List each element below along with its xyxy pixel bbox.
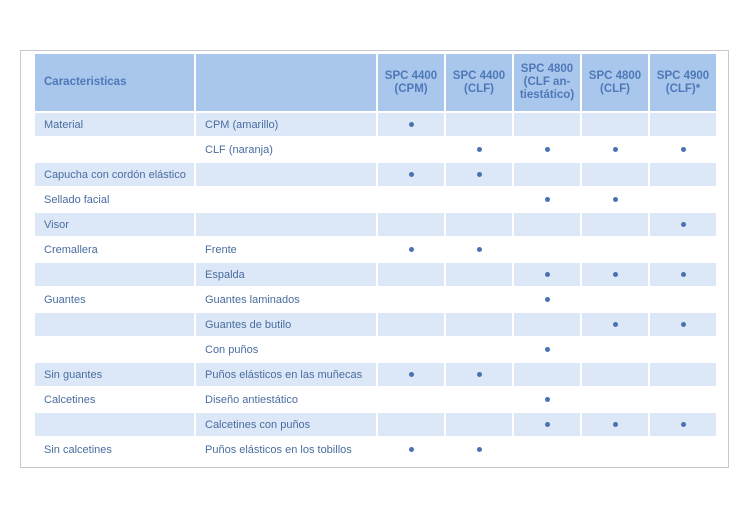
mark-cell [378, 438, 444, 461]
mark-cell [446, 388, 512, 411]
table-row [35, 413, 716, 436]
option-cell [196, 163, 376, 186]
feature-cell: Guantes [35, 288, 194, 311]
mark-cell [582, 113, 648, 136]
bullet-dot-icon [681, 272, 686, 277]
table-row [35, 388, 716, 411]
mark-cell [446, 163, 512, 186]
table-row [35, 113, 716, 136]
feature-cell: Calcetines [35, 388, 194, 411]
bullet-dot-icon [545, 197, 550, 202]
mark-cell [378, 363, 444, 386]
table-row [35, 238, 716, 261]
bullet-dot-icon [545, 297, 550, 302]
mark-cell [514, 163, 580, 186]
mark-cell [582, 188, 648, 211]
mark-cell [446, 413, 512, 436]
table-row [35, 363, 716, 386]
feature-cell: Sellado facial [35, 188, 194, 211]
header-product-4: SPC 4800 (CLF) [582, 54, 648, 111]
option-cell: Guantes de butilo [196, 313, 376, 336]
feature-cell: Cremallera [35, 238, 194, 261]
mark-cell [650, 263, 716, 286]
option-cell: Diseño antiestático [196, 388, 376, 411]
mark-cell [514, 338, 580, 361]
header-product-1: SPC 4400 (CPM) [378, 54, 444, 111]
table-body [35, 113, 716, 461]
option-cell: Con puños [196, 338, 376, 361]
option-cell: Puños elásticos en las muñecas [196, 363, 376, 386]
mark-cell [582, 163, 648, 186]
mark-cell [514, 113, 580, 136]
mark-cell [514, 363, 580, 386]
mark-cell [582, 413, 648, 436]
mark-cell [446, 113, 512, 136]
option-cell [196, 188, 376, 211]
header-product-3: SPC 4800 (CLF an- tiestático) [514, 54, 580, 111]
option-cell: CPM (amarillo) [196, 113, 376, 136]
mark-cell [650, 438, 716, 461]
mark-cell [650, 238, 716, 261]
header-options [196, 54, 376, 111]
mark-cell [582, 213, 648, 236]
mark-cell [582, 238, 648, 261]
mark-cell [378, 313, 444, 336]
feature-cell [35, 263, 194, 286]
option-cell: Calcetines con puños [196, 413, 376, 436]
table-row [35, 138, 716, 161]
mark-cell [378, 188, 444, 211]
bullet-dot-icon [545, 397, 550, 402]
header-product-5: SPC 4900 (CLF)* [650, 54, 716, 111]
features-table [33, 52, 718, 463]
mark-cell [446, 213, 512, 236]
mark-cell [650, 163, 716, 186]
bullet-dot-icon [477, 372, 482, 377]
mark-cell [446, 138, 512, 161]
mark-cell [378, 213, 444, 236]
mark-cell [582, 388, 648, 411]
mark-cell [446, 438, 512, 461]
mark-cell [582, 138, 648, 161]
mark-cell [378, 338, 444, 361]
bullet-dot-icon [681, 422, 686, 427]
mark-cell [378, 413, 444, 436]
mark-cell [650, 388, 716, 411]
mark-cell [378, 388, 444, 411]
bullet-dot-icon [613, 422, 618, 427]
bullet-dot-icon [545, 347, 550, 352]
mark-cell [514, 288, 580, 311]
bullet-dot-icon [409, 247, 414, 252]
mark-cell [650, 338, 716, 361]
table-row [35, 188, 716, 211]
mark-cell [650, 138, 716, 161]
bullet-dot-icon [613, 147, 618, 152]
table-header-row [35, 54, 716, 111]
mark-cell [650, 213, 716, 236]
mark-cell [582, 338, 648, 361]
mark-cell [514, 238, 580, 261]
mark-cell [582, 363, 648, 386]
bullet-dot-icon [409, 172, 414, 177]
table-row [35, 438, 716, 461]
mark-cell [514, 138, 580, 161]
feature-cell: Material [35, 113, 194, 136]
option-cell: Guantes laminados [196, 288, 376, 311]
table-row [35, 288, 716, 311]
bullet-dot-icon [409, 122, 414, 127]
bullet-dot-icon [613, 197, 618, 202]
mark-cell [514, 188, 580, 211]
mark-cell [650, 363, 716, 386]
mark-cell [378, 238, 444, 261]
mark-cell [582, 313, 648, 336]
mark-cell [650, 288, 716, 311]
mark-cell [446, 363, 512, 386]
mark-cell [650, 188, 716, 211]
header-product-2: SPC 4400 (CLF) [446, 54, 512, 111]
option-cell: Espalda [196, 263, 376, 286]
mark-cell [378, 163, 444, 186]
mark-cell [446, 263, 512, 286]
feature-cell [35, 313, 194, 336]
table-row [35, 338, 716, 361]
option-cell: CLF (naranja) [196, 138, 376, 161]
mark-cell [582, 288, 648, 311]
feature-cell [35, 138, 194, 161]
bullet-dot-icon [477, 247, 482, 252]
option-cell: Frente [196, 238, 376, 261]
bullet-dot-icon [613, 322, 618, 327]
mark-cell [446, 188, 512, 211]
table-row [35, 313, 716, 336]
mark-cell [446, 238, 512, 261]
mark-cell [650, 413, 716, 436]
mark-cell [446, 338, 512, 361]
mark-cell [446, 288, 512, 311]
table-row [35, 213, 716, 236]
table-row [35, 263, 716, 286]
feature-cell: Capucha con cordón elástico [35, 163, 194, 186]
bullet-dot-icon [477, 172, 482, 177]
feature-cell [35, 338, 194, 361]
feature-cell [35, 413, 194, 436]
mark-cell [650, 313, 716, 336]
option-cell: Puños elásticos en los tobillos [196, 438, 376, 461]
mark-cell [514, 213, 580, 236]
mark-cell [378, 113, 444, 136]
bullet-dot-icon [409, 447, 414, 452]
bullet-dot-icon [477, 147, 482, 152]
bullet-dot-icon [545, 147, 550, 152]
feature-cell: Sin calcetines [35, 438, 194, 461]
bullet-dot-icon [681, 322, 686, 327]
mark-cell [378, 263, 444, 286]
mark-cell [582, 263, 648, 286]
mark-cell [582, 438, 648, 461]
mark-cell [514, 438, 580, 461]
bullet-dot-icon [477, 447, 482, 452]
feature-cell: Sin guantes [35, 363, 194, 386]
header-characteristics: Caracteristicas [35, 54, 194, 111]
bullet-dot-icon [681, 222, 686, 227]
mark-cell [650, 113, 716, 136]
bullet-dot-icon [545, 422, 550, 427]
mark-cell [514, 263, 580, 286]
mark-cell [514, 413, 580, 436]
option-cell [196, 213, 376, 236]
mark-cell [514, 388, 580, 411]
mark-cell [446, 313, 512, 336]
mark-cell [514, 313, 580, 336]
bullet-dot-icon [545, 272, 550, 277]
table-row [35, 163, 716, 186]
feature-cell: Visor [35, 213, 194, 236]
bullet-dot-icon [613, 272, 618, 277]
mark-cell [378, 288, 444, 311]
bullet-dot-icon [681, 147, 686, 152]
mark-cell [378, 138, 444, 161]
bullet-dot-icon [409, 372, 414, 377]
